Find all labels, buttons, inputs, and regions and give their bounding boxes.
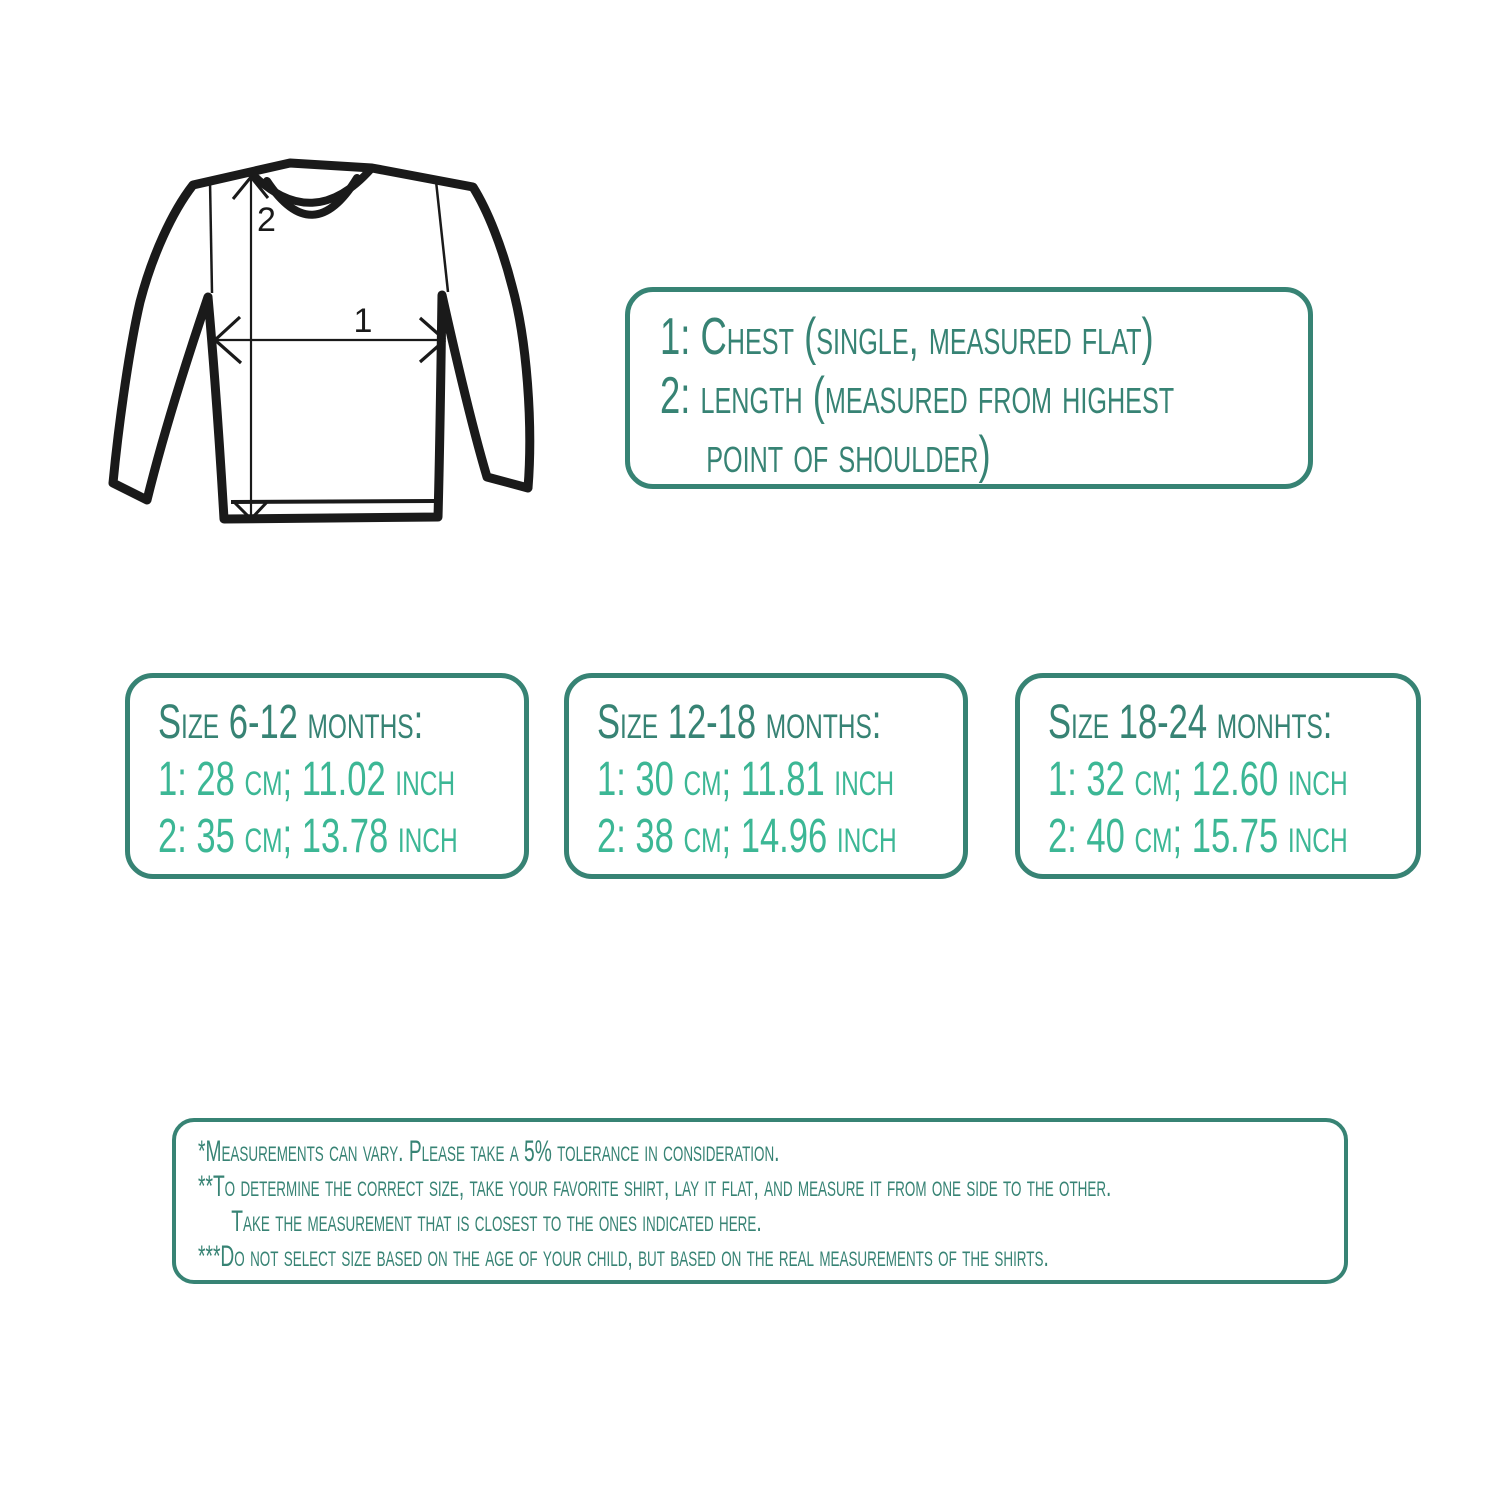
note-tolerance: *Measurements can vary. Please take a 5% tolerance in consideration. bbox=[198, 1135, 780, 1168]
size-box-title: Size 12-18 months: bbox=[597, 696, 882, 749]
chest-measure-label: 1 bbox=[353, 302, 373, 340]
note-how-to-measure: **To determine the correct size, take your favorite shirt, lay it flat, and measure it from one side to the other. bbox=[198, 1170, 1112, 1203]
legend-line-length-cont: point of shoulder) bbox=[706, 426, 991, 484]
size-box-length-value: 2: 38 cm; 14.96 inch bbox=[597, 810, 897, 863]
size-box-length-value: 2: 40 cm; 15.75 inch bbox=[1048, 810, 1348, 863]
size-box-title: Size 18-24 monhts: bbox=[1048, 696, 1333, 749]
size-box-title: Size 6-12 months: bbox=[158, 696, 424, 749]
shirt-measurement-diagram bbox=[95, 140, 575, 555]
size-box-12-18-months bbox=[564, 673, 968, 879]
legend-line-chest: 1: Chest (single, measured flat) bbox=[660, 308, 1154, 366]
note-age-warning: ***Do not select size based on the age of your child, but based on the real measurements of the shirts. bbox=[198, 1240, 1049, 1273]
notes-box bbox=[172, 1118, 1348, 1284]
size-box-length-value: 2: 35 cm; 13.78 inch bbox=[158, 810, 458, 863]
note-how-to-measure-cont: Take the measurement that is closest to the ones indicated here. bbox=[231, 1205, 762, 1238]
size-box-chest-value: 1: 32 cm; 12.60 inch bbox=[1048, 753, 1348, 806]
legend-box bbox=[625, 287, 1313, 489]
hem-band-line bbox=[231, 501, 434, 502]
shirt-diagram-svg bbox=[95, 140, 575, 555]
length-measure-label: 2 bbox=[257, 201, 276, 239]
legend-line-length: 2: length (measured from highest bbox=[660, 367, 1175, 425]
size-box-18-24-months bbox=[1015, 673, 1421, 879]
size-box-chest-value: 1: 28 cm; 11.02 inch bbox=[158, 753, 456, 806]
size-box-chest-value: 1: 30 cm; 11.81 inch bbox=[597, 753, 895, 806]
size-box-6-12-months bbox=[125, 673, 529, 879]
